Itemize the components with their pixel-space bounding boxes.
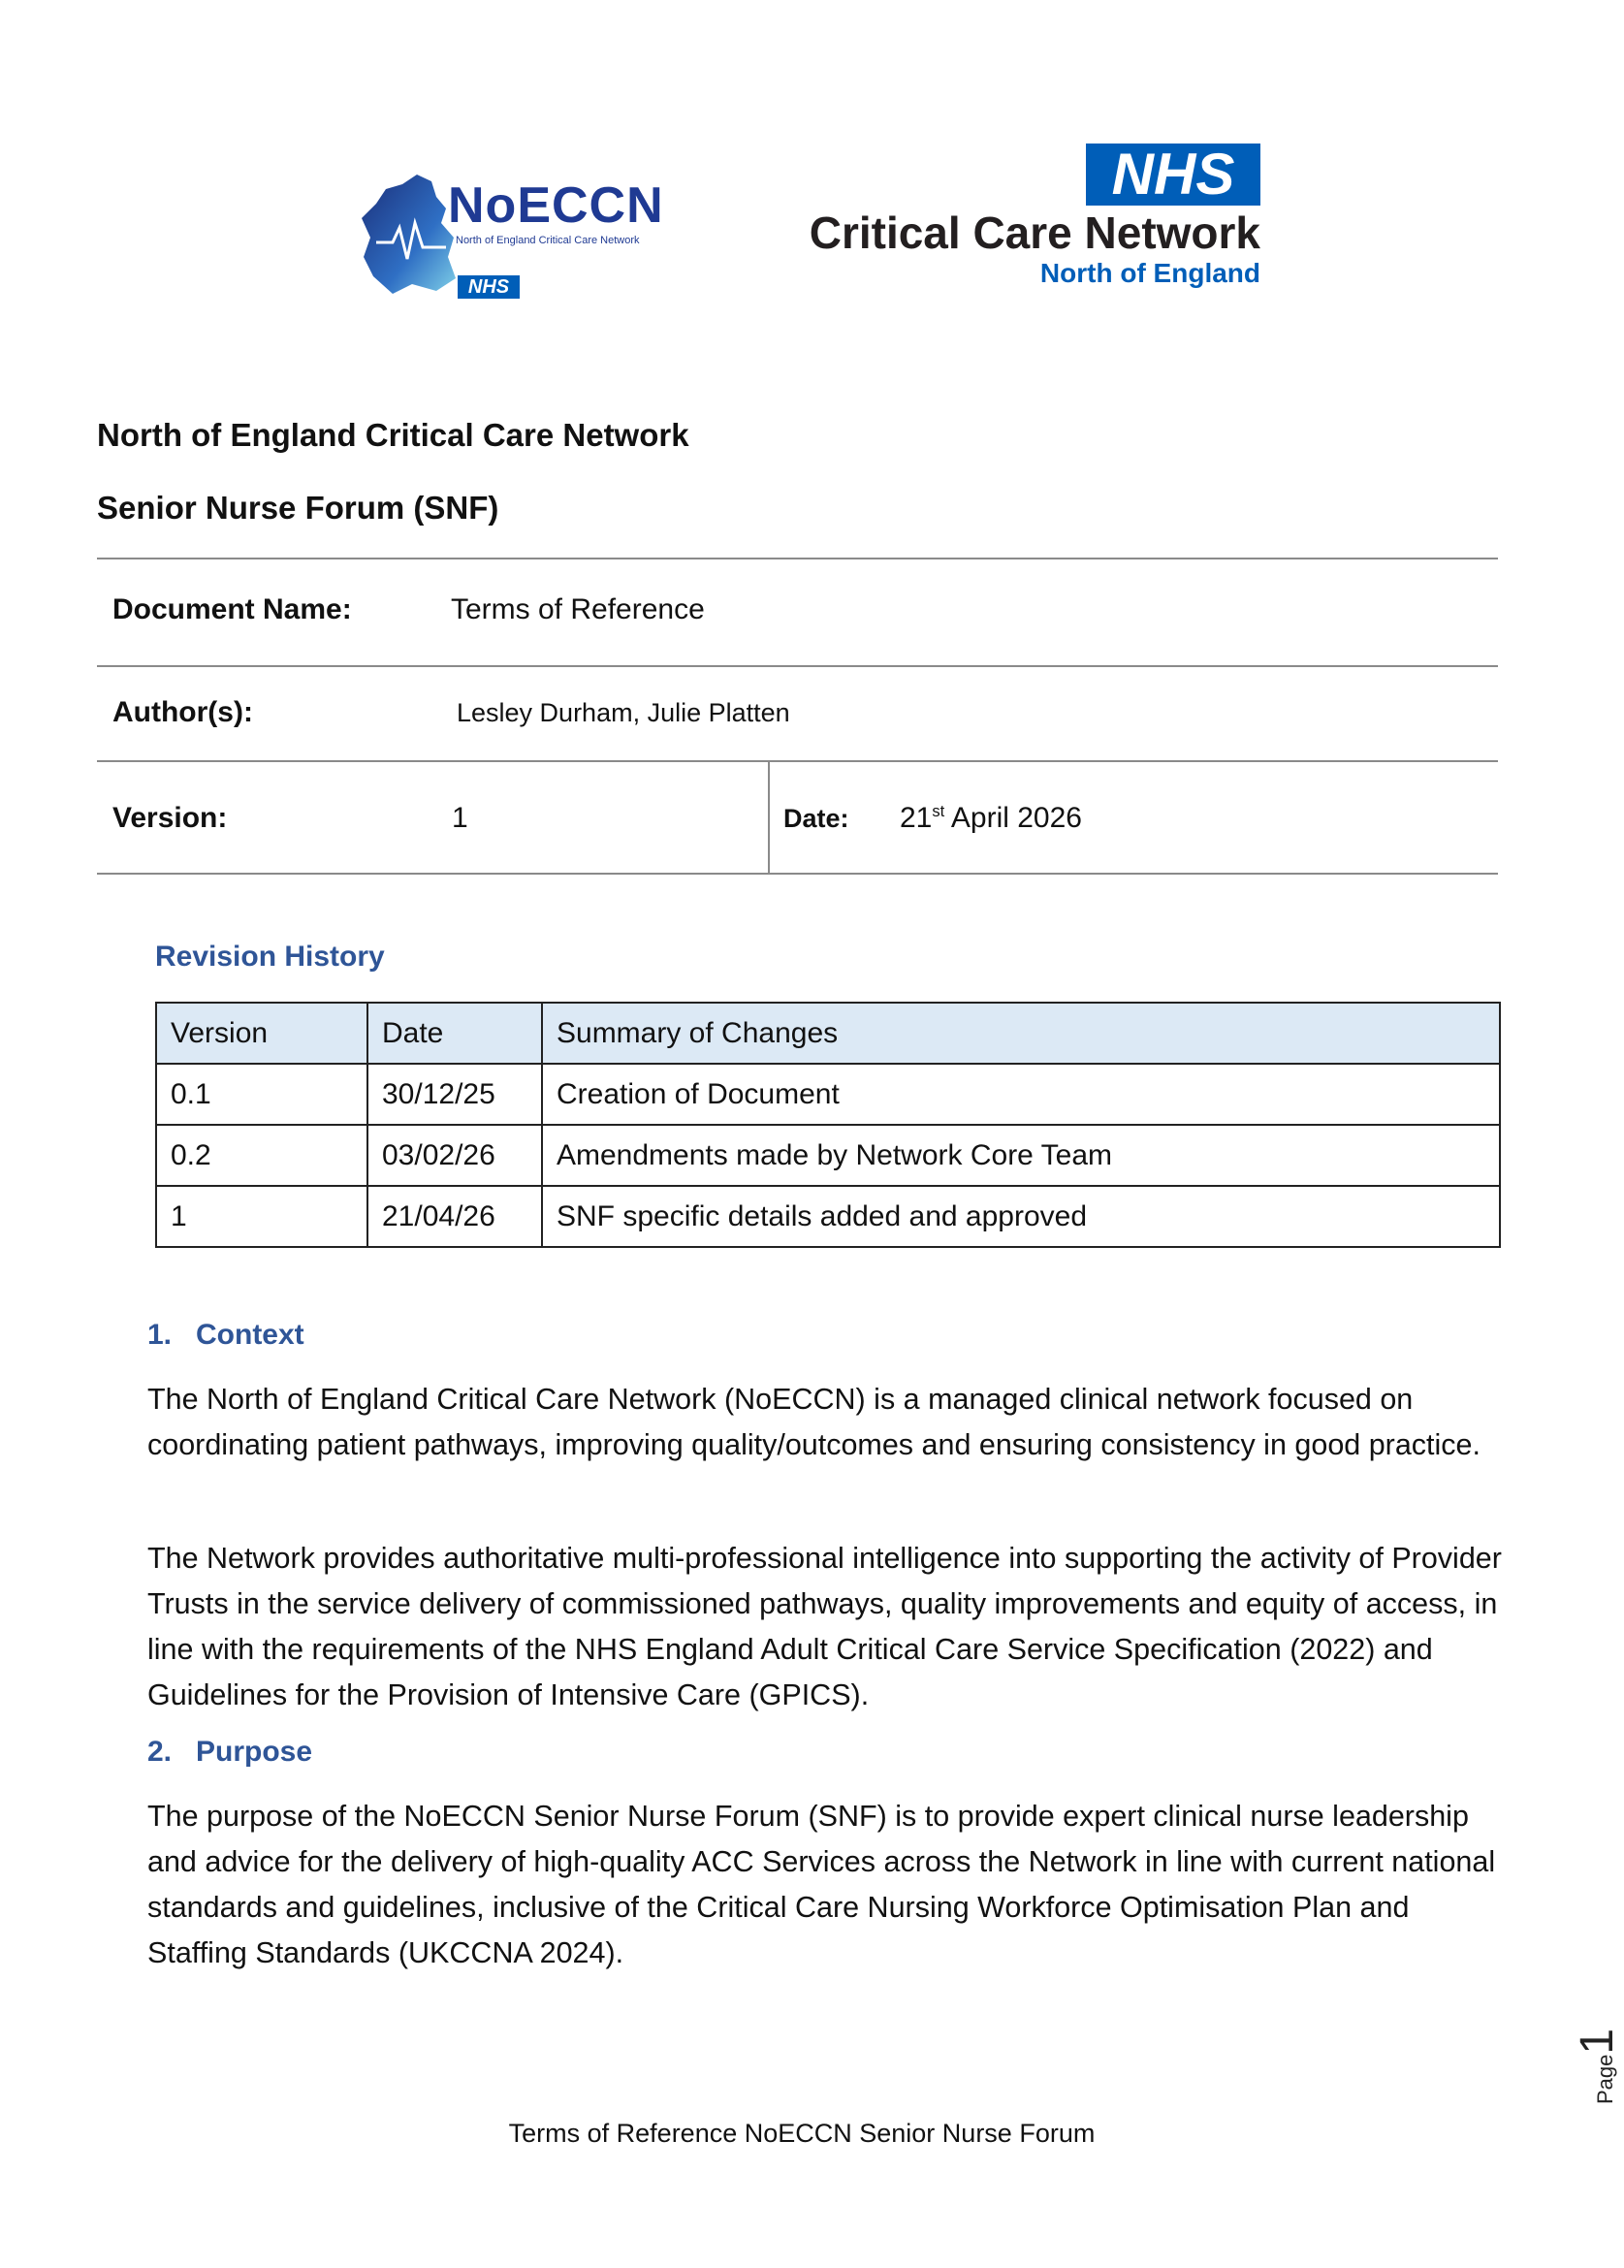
page-number — [1571, 2028, 1624, 2104]
ccn-logo-title: Critical Care Network — [809, 208, 1260, 258]
table-cell: SNF specific details added and approved — [542, 1186, 1500, 1247]
section-heading-context — [147, 1319, 304, 1352]
context-paragraph-2: The Network provides authoritative multi-professional intelligence into supporting the activity of Provider Trusts in the service delivery of commissioned pathways, quality improvements and equity of access, in line with the requirements of the NHS England Adult Critical Care Service Specification (2022) and Guidelines for the Provision of Intensive Care (GPICS). — [147, 1542, 1502, 1711]
column-header: Summary of Changes — [542, 1003, 1500, 1064]
context-paragraph-1: The North of England Critical Care Network (NoECCN) is a managed clinical network focused on coordinating patient pathways, improving quality/outcomes and ensuring consistency in good practice. — [147, 1383, 1481, 1461]
table-header-row — [156, 1003, 1500, 1064]
doc-name-label: Document Name: — [112, 593, 352, 625]
table-cell: Amendments made by Network Core Team — [542, 1125, 1500, 1186]
authors-value: Lesley Durham, Julie Platten — [457, 698, 790, 727]
divider — [768, 761, 770, 875]
page-footer: Terms of Reference NoECCN Senior Nurse Forum — [508, 2119, 1096, 2148]
divider — [97, 760, 1498, 762]
date-suffix: st — [932, 803, 945, 820]
date-rest: April 2026 — [944, 802, 1082, 834]
table-cell: 30/12/25 — [367, 1064, 542, 1125]
table-cell: 03/02/26 — [367, 1125, 542, 1186]
divider — [97, 873, 1498, 875]
date-day: 21 — [900, 802, 933, 834]
revision-history-heading: Revision History — [155, 941, 385, 973]
date-label: Date: — [783, 804, 849, 833]
version-label: Version: — [112, 802, 228, 834]
org-title: North of England Critical Care Network — [97, 417, 689, 453]
ccn-logo-region: North of England — [1039, 258, 1260, 288]
column-header: Date — [367, 1003, 542, 1064]
divider — [97, 558, 1498, 559]
table-row — [156, 1125, 1500, 1186]
divider — [97, 665, 1498, 667]
section-number: 2. — [147, 1736, 173, 1768]
table-cell: 21/04/26 — [367, 1186, 542, 1247]
table-cell: 1 — [156, 1186, 367, 1247]
table-cell: Creation of Document — [542, 1064, 1500, 1125]
table-row — [156, 1064, 1500, 1125]
authors-label: Author(s): — [112, 696, 253, 728]
table-row — [156, 1186, 1500, 1247]
noeccn-wordmark: NoECCN — [448, 177, 664, 234]
table-cell: 0.2 — [156, 1125, 367, 1186]
revision-history-table — [155, 1002, 1501, 1248]
page-label: Page — [1593, 2054, 1617, 2104]
section-heading-purpose — [147, 1736, 312, 1769]
column-header: Version — [156, 1003, 367, 1064]
section-title: Context — [196, 1319, 304, 1351]
section-title: Purpose — [196, 1736, 313, 1768]
doc-name-value: Terms of Reference — [451, 593, 705, 625]
forum-title: Senior Nurse Forum (SNF) — [97, 490, 499, 526]
noeccn-subtitle: North of England Critical Care Network — [456, 235, 640, 246]
page-number-value: 1 — [1572, 2028, 1623, 2055]
date-value — [900, 802, 1082, 835]
table-cell: 0.1 — [156, 1064, 367, 1125]
nhs-small-badge: NHS — [458, 275, 520, 299]
section-number: 1. — [147, 1319, 173, 1351]
version-value: 1 — [452, 802, 468, 834]
nhs-logo-badge: NHS — [1086, 144, 1260, 206]
purpose-paragraph-1: The purpose of the NoECCN Senior Nurse Forum (SNF) is to provide expert clinical nurse leadership and advice for the delivery of high-quality ACC Services across the Network in line with current national standards and guidelines, inclusive of the Critical Care Nursing Workforce Optimisation Plan and Staffing Standards (UKCCNA 2024). — [147, 1800, 1496, 1969]
